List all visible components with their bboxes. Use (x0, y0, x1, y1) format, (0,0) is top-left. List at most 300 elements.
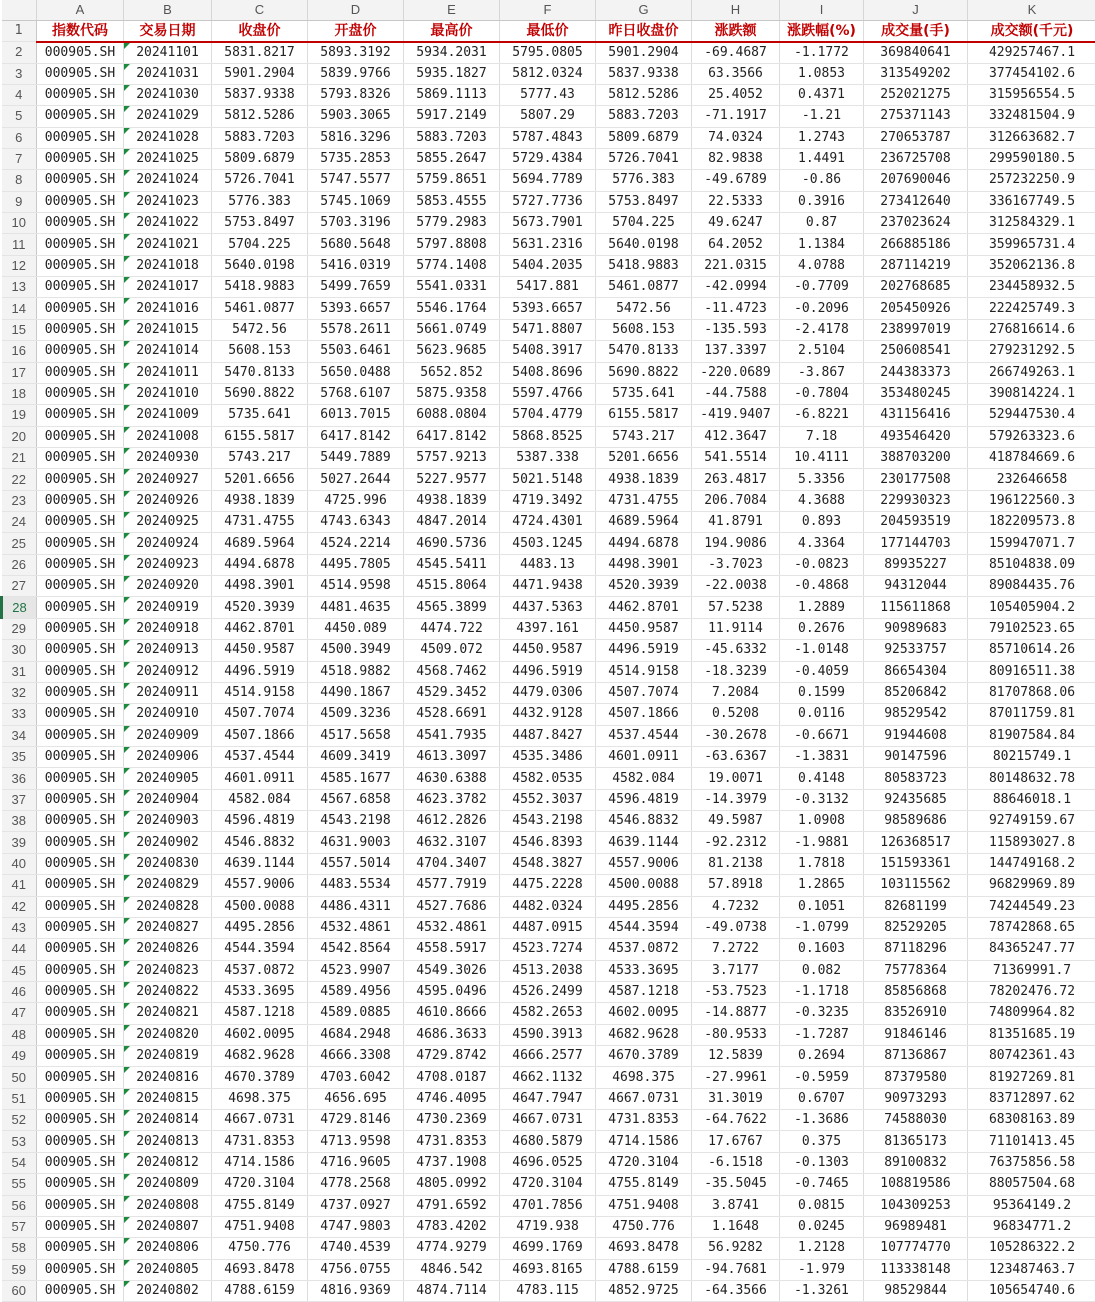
cell-j[interactable]: 273412640 (864, 191, 968, 212)
row-number[interactable]: 34 (2, 725, 37, 746)
cell-i[interactable]: 5.3356 (780, 469, 864, 490)
cell-i[interactable]: -1.1718 (780, 981, 864, 1002)
cell-c[interactable]: 5690.8822 (212, 383, 308, 404)
cell-f[interactable]: 4582.0535 (500, 768, 596, 789)
cell-e[interactable]: 4613.3097 (404, 747, 500, 768)
cell-f[interactable]: 4719.938 (500, 1216, 596, 1237)
cell-h[interactable]: -135.593 (692, 319, 780, 340)
cell-k[interactable]: 88057504.68 (968, 1174, 1095, 1195)
cell-j[interactable]: 98529844 (864, 1280, 968, 1301)
cell-d[interactable]: 5903.3065 (308, 106, 404, 127)
cell-e[interactable]: 4704.3407 (404, 853, 500, 874)
cell-i[interactable]: -1.3261 (780, 1280, 864, 1301)
cell-f[interactable]: 4479.0306 (500, 682, 596, 703)
cell-d[interactable]: 4490.1867 (308, 682, 404, 703)
cell-e[interactable]: 5541.0331 (404, 277, 500, 298)
cell-k[interactable]: 182209573.8 (968, 512, 1095, 533)
cell-a[interactable]: 000905.SH (37, 1174, 124, 1195)
cell-d[interactable]: 4523.9907 (308, 960, 404, 981)
cell-d[interactable]: 4557.5014 (308, 853, 404, 874)
cell-f[interactable]: 5393.6657 (500, 298, 596, 319)
cell-i[interactable]: 1.2128 (780, 1238, 864, 1259)
cell-c[interactable]: 4755.8149 (212, 1195, 308, 1216)
cell-d[interactable]: 5793.8326 (308, 84, 404, 105)
cell-e[interactable]: 4545.5411 (404, 554, 500, 575)
cell-e[interactable]: 6417.8142 (404, 426, 500, 447)
cell-g[interactable]: 5901.2904 (596, 42, 692, 64)
cell-g[interactable]: 4689.5964 (596, 512, 692, 533)
cell-c[interactable]: 5831.8217 (212, 42, 308, 64)
cell-e[interactable]: 5652.852 (404, 362, 500, 383)
cell-f[interactable]: 4397.161 (500, 618, 596, 639)
cell-g[interactable]: 5461.0877 (596, 277, 692, 298)
cell-e[interactable]: 4731.8353 (404, 1131, 500, 1152)
cell-b[interactable]: 20240911 (124, 682, 212, 703)
cell-k[interactable]: 84365247.77 (968, 939, 1095, 960)
cell-k[interactable]: 257232250.9 (968, 170, 1095, 191)
cell-a[interactable]: 000905.SH (37, 255, 124, 276)
cell-i[interactable]: 4.0788 (780, 255, 864, 276)
cell-k[interactable]: 92749159.67 (968, 811, 1095, 832)
cell-b[interactable]: 20240805 (124, 1259, 212, 1280)
cell-d[interactable]: 4585.1677 (308, 768, 404, 789)
cell-h[interactable]: -30.2678 (692, 725, 780, 746)
cell-f[interactable]: 5868.8525 (500, 426, 596, 447)
cell-e[interactable]: 4532.4861 (404, 917, 500, 938)
cell-j[interactable]: 104309253 (864, 1195, 968, 1216)
cell-j[interactable]: 151593361 (864, 853, 968, 874)
cell-i[interactable]: 0.4148 (780, 768, 864, 789)
cell-j[interactable]: 89935227 (864, 554, 968, 575)
cell-e[interactable]: 4874.7114 (404, 1280, 500, 1301)
cell-e[interactable]: 5774.1408 (404, 255, 500, 276)
cell-f[interactable]: 5727.7736 (500, 191, 596, 212)
cell-g[interactable]: 4667.0731 (596, 1088, 692, 1109)
cell-h[interactable]: 22.5333 (692, 191, 780, 212)
cell-b[interactable]: 20240830 (124, 853, 212, 874)
cell-c[interactable]: 5809.6879 (212, 148, 308, 169)
cell-b[interactable]: 20241030 (124, 84, 212, 105)
cell-f[interactable]: 4696.0525 (500, 1152, 596, 1173)
cell-d[interactable]: 4524.2214 (308, 533, 404, 554)
cell-g[interactable]: 5201.6656 (596, 447, 692, 468)
cell-c[interactable]: 4494.6878 (212, 554, 308, 575)
cell-g[interactable]: 4596.4819 (596, 789, 692, 810)
cell-b[interactable]: 20240819 (124, 1046, 212, 1067)
cell-i[interactable]: -0.2096 (780, 298, 864, 319)
cell-a[interactable]: 000905.SH (37, 191, 124, 212)
cell-d[interactable]: 5703.3196 (308, 213, 404, 234)
cell-c[interactable]: 5704.225 (212, 234, 308, 255)
header-cell[interactable]: 涨跌幅(%) (780, 20, 864, 42)
cell-c[interactable]: 4500.0088 (212, 896, 308, 917)
cell-d[interactable]: 5503.6461 (308, 341, 404, 362)
row-number[interactable]: 9 (2, 191, 37, 212)
cell-a[interactable]: 000905.SH (37, 789, 124, 810)
cell-i[interactable]: 0.2676 (780, 618, 864, 639)
cell-e[interactable]: 4565.3899 (404, 597, 500, 618)
cell-c[interactable]: 4495.2856 (212, 917, 308, 938)
cell-a[interactable]: 000905.SH (37, 981, 124, 1002)
cell-b[interactable]: 20241010 (124, 383, 212, 404)
cell-j[interactable]: 87379580 (864, 1067, 968, 1088)
cell-h[interactable]: 19.0071 (692, 768, 780, 789)
cell-j[interactable]: 98529542 (864, 704, 968, 725)
column-header-g[interactable]: G (596, 0, 692, 20)
cell-k[interactable]: 579263323.6 (968, 426, 1095, 447)
cell-a[interactable]: 000905.SH (37, 298, 124, 319)
cell-d[interactable]: 4716.9605 (308, 1152, 404, 1173)
cell-c[interactable]: 4507.7074 (212, 704, 308, 725)
cell-f[interactable]: 5387.338 (500, 447, 596, 468)
cell-b[interactable]: 20241008 (124, 426, 212, 447)
cell-e[interactable]: 5883.7203 (404, 127, 500, 148)
header-cell[interactable]: 最低价 (500, 20, 596, 42)
cell-d[interactable]: 5747.5577 (308, 170, 404, 191)
cell-k[interactable]: 96829969.89 (968, 875, 1095, 896)
cell-g[interactable]: 4938.1839 (596, 469, 692, 490)
cell-c[interactable]: 4507.1866 (212, 725, 308, 746)
cell-e[interactable]: 4527.7686 (404, 896, 500, 917)
cell-i[interactable]: -1.1772 (780, 42, 864, 64)
cell-h[interactable]: 81.2138 (692, 853, 780, 874)
column-header-d[interactable]: D (308, 0, 404, 20)
cell-d[interactable]: 4729.8146 (308, 1110, 404, 1131)
cell-h[interactable]: -18.3239 (692, 661, 780, 682)
cell-g[interactable]: 4788.6159 (596, 1259, 692, 1280)
cell-h[interactable]: -6.1518 (692, 1152, 780, 1173)
cell-h[interactable]: 194.9086 (692, 533, 780, 554)
cell-a[interactable]: 000905.SH (37, 490, 124, 511)
cell-d[interactable]: 5650.0488 (308, 362, 404, 383)
row-number[interactable]: 28 (2, 597, 37, 618)
cell-h[interactable]: -92.2312 (692, 832, 780, 853)
cell-i[interactable]: -1.0148 (780, 640, 864, 661)
cell-g[interactable]: 4750.776 (596, 1216, 692, 1237)
cell-j[interactable]: 83526910 (864, 1003, 968, 1024)
cell-d[interactable]: 5578.2611 (308, 319, 404, 340)
cell-e[interactable]: 5797.8808 (404, 234, 500, 255)
cell-j[interactable]: 90147596 (864, 747, 968, 768)
cell-b[interactable]: 20240919 (124, 597, 212, 618)
cell-a[interactable]: 000905.SH (37, 1280, 124, 1301)
cell-b[interactable]: 20240809 (124, 1174, 212, 1195)
cell-k[interactable]: 79102523.65 (968, 618, 1095, 639)
cell-h[interactable]: 3.8741 (692, 1195, 780, 1216)
cell-f[interactable]: 5787.4843 (500, 127, 596, 148)
cell-j[interactable]: 238997019 (864, 319, 968, 340)
cell-a[interactable]: 000905.SH (37, 362, 124, 383)
cell-c[interactable]: 4639.1144 (212, 853, 308, 874)
cell-c[interactable]: 4544.3594 (212, 939, 308, 960)
cell-d[interactable]: 4509.3236 (308, 704, 404, 725)
cell-j[interactable]: 98589686 (864, 811, 968, 832)
cell-h[interactable]: 0.5208 (692, 704, 780, 725)
cell-g[interactable]: 4496.5919 (596, 640, 692, 661)
row-number[interactable]: 2 (2, 42, 37, 64)
row-number[interactable]: 13 (2, 277, 37, 298)
cell-f[interactable]: 4483.13 (500, 554, 596, 575)
cell-c[interactable]: 4788.6159 (212, 1280, 308, 1301)
cell-a[interactable]: 000905.SH (37, 1046, 124, 1067)
cell-a[interactable]: 000905.SH (37, 704, 124, 725)
cell-b[interactable]: 20240926 (124, 490, 212, 511)
cell-k[interactable]: 71101413.45 (968, 1131, 1095, 1152)
cell-i[interactable]: -1.3831 (780, 747, 864, 768)
row-number[interactable]: 30 (2, 640, 37, 661)
row-number[interactable]: 58 (2, 1238, 37, 1259)
row-number[interactable]: 21 (2, 447, 37, 468)
cell-e[interactable]: 4558.5917 (404, 939, 500, 960)
cell-a[interactable]: 000905.SH (37, 148, 124, 169)
cell-i[interactable]: -1.0799 (780, 917, 864, 938)
cell-g[interactable]: 4639.1144 (596, 832, 692, 853)
cell-c[interactable]: 4496.5919 (212, 661, 308, 682)
cell-f[interactable]: 4667.0731 (500, 1110, 596, 1131)
cell-c[interactable]: 4537.0872 (212, 960, 308, 981)
cell-b[interactable]: 20241025 (124, 148, 212, 169)
cell-i[interactable]: -0.7709 (780, 277, 864, 298)
cell-k[interactable]: 95364149.2 (968, 1195, 1095, 1216)
cell-h[interactable]: 57.5238 (692, 597, 780, 618)
cell-h[interactable]: -220.0689 (692, 362, 780, 383)
cell-d[interactable]: 4483.5534 (308, 875, 404, 896)
row-number[interactable]: 15 (2, 319, 37, 340)
row-number[interactable]: 59 (2, 1259, 37, 1280)
cell-b[interactable]: 20240806 (124, 1238, 212, 1259)
cell-g[interactable]: 4494.6878 (596, 533, 692, 554)
cell-b[interactable]: 20241017 (124, 277, 212, 298)
cell-c[interactable]: 5901.2904 (212, 63, 308, 84)
cell-i[interactable]: 0.375 (780, 1131, 864, 1152)
row-number[interactable]: 33 (2, 704, 37, 725)
header-cell[interactable]: 收盘价 (212, 20, 308, 42)
cell-c[interactable]: 4462.8701 (212, 618, 308, 639)
cell-j[interactable]: 244383373 (864, 362, 968, 383)
row-number[interactable]: 23 (2, 490, 37, 511)
cell-f[interactable]: 4513.2038 (500, 960, 596, 981)
cell-c[interactable]: 4582.084 (212, 789, 308, 810)
cell-k[interactable]: 80148632.78 (968, 768, 1095, 789)
cell-a[interactable]: 000905.SH (37, 405, 124, 426)
cell-e[interactable]: 4541.7935 (404, 725, 500, 746)
cell-d[interactable]: 4656.695 (308, 1088, 404, 1109)
cell-f[interactable]: 4647.7947 (500, 1088, 596, 1109)
cell-j[interactable]: 90989683 (864, 618, 968, 639)
cell-e[interactable]: 5853.4555 (404, 191, 500, 212)
cell-f[interactable]: 4546.8393 (500, 832, 596, 853)
cell-g[interactable]: 4582.084 (596, 768, 692, 789)
cell-g[interactable]: 4495.2856 (596, 896, 692, 917)
cell-i[interactable]: -0.5959 (780, 1067, 864, 1088)
cell-e[interactable]: 4595.0496 (404, 981, 500, 1002)
cell-i[interactable]: -1.979 (780, 1259, 864, 1280)
cell-k[interactable]: 78202476.72 (968, 981, 1095, 1002)
cell-f[interactable]: 5404.2035 (500, 255, 596, 276)
cell-d[interactable]: 5745.1069 (308, 191, 404, 212)
row-number[interactable]: 8 (2, 170, 37, 191)
cell-d[interactable]: 4666.3308 (308, 1046, 404, 1067)
cell-c[interactable]: 4546.8832 (212, 832, 308, 853)
cell-c[interactable]: 5837.9338 (212, 84, 308, 105)
cell-h[interactable]: -42.0994 (692, 277, 780, 298)
cell-j[interactable]: 96989481 (864, 1216, 968, 1237)
cell-i[interactable]: 0.0245 (780, 1216, 864, 1237)
cell-d[interactable]: 5680.5648 (308, 234, 404, 255)
cell-k[interactable]: 76375856.58 (968, 1152, 1095, 1173)
cell-h[interactable]: 41.8791 (692, 512, 780, 533)
cell-e[interactable]: 4729.8742 (404, 1046, 500, 1067)
cell-g[interactable]: 4731.4755 (596, 490, 692, 511)
cell-e[interactable]: 4549.3026 (404, 960, 500, 981)
cell-k[interactable]: 222425749.3 (968, 298, 1095, 319)
cell-k[interactable]: 279231292.5 (968, 341, 1095, 362)
cell-e[interactable]: 4568.7462 (404, 661, 500, 682)
cell-c[interactable]: 4602.0095 (212, 1024, 308, 1045)
cell-k[interactable]: 89084435.76 (968, 576, 1095, 597)
cell-d[interactable]: 4747.9803 (308, 1216, 404, 1237)
cell-b[interactable]: 20240812 (124, 1152, 212, 1173)
cell-a[interactable]: 000905.SH (37, 896, 124, 917)
cell-i[interactable]: 2.5104 (780, 341, 864, 362)
cell-d[interactable]: 4631.9003 (308, 832, 404, 853)
cell-a[interactable]: 000905.SH (37, 725, 124, 746)
cell-k[interactable]: 71369991.7 (968, 960, 1095, 981)
select-all-corner[interactable] (2, 0, 37, 20)
cell-e[interactable]: 4577.7919 (404, 875, 500, 896)
cell-f[interactable]: 4590.3913 (500, 1024, 596, 1045)
row-number[interactable]: 16 (2, 341, 37, 362)
cell-c[interactable]: 5472.56 (212, 319, 308, 340)
header-cell[interactable]: 开盘价 (308, 20, 404, 42)
cell-b[interactable]: 20241011 (124, 362, 212, 383)
cell-a[interactable]: 000905.SH (37, 1238, 124, 1259)
cell-g[interactable]: 5837.9338 (596, 63, 692, 84)
cell-i[interactable]: -1.9881 (780, 832, 864, 853)
cell-h[interactable]: -11.4723 (692, 298, 780, 319)
cell-k[interactable]: 352062136.8 (968, 255, 1095, 276)
cell-h[interactable]: -3.7023 (692, 554, 780, 575)
header-cell[interactable]: 成交量(手) (864, 20, 968, 42)
row-number[interactable]: 44 (2, 939, 37, 960)
cell-i[interactable]: 1.2889 (780, 597, 864, 618)
cell-d[interactable]: 4542.8564 (308, 939, 404, 960)
cell-e[interactable]: 5935.1827 (404, 63, 500, 84)
cell-e[interactable]: 4791.6592 (404, 1195, 500, 1216)
cell-b[interactable]: 20240823 (124, 960, 212, 981)
cell-e[interactable]: 4846.542 (404, 1259, 500, 1280)
cell-a[interactable]: 000905.SH (37, 277, 124, 298)
cell-i[interactable]: 0.1051 (780, 896, 864, 917)
row-number[interactable]: 41 (2, 875, 37, 896)
cell-b[interactable]: 20240807 (124, 1216, 212, 1237)
cell-a[interactable]: 000905.SH (37, 917, 124, 938)
cell-e[interactable]: 5934.2031 (404, 42, 500, 64)
column-header-k[interactable]: K (968, 0, 1095, 20)
cell-h[interactable]: -44.7588 (692, 383, 780, 404)
row-number[interactable]: 32 (2, 682, 37, 703)
cell-e[interactable]: 4474.722 (404, 618, 500, 639)
cell-c[interactable]: 4514.9158 (212, 682, 308, 703)
cell-b[interactable]: 20241029 (124, 106, 212, 127)
cell-j[interactable]: 126368517 (864, 832, 968, 853)
cell-a[interactable]: 000905.SH (37, 170, 124, 191)
cell-i[interactable]: 7.18 (780, 426, 864, 447)
cell-c[interactable]: 4693.8478 (212, 1259, 308, 1280)
row-number[interactable]: 57 (2, 1216, 37, 1237)
cell-k[interactable]: 105405904.2 (968, 597, 1095, 618)
cell-f[interactable]: 4487.8427 (500, 725, 596, 746)
cell-a[interactable]: 000905.SH (37, 661, 124, 682)
cell-i[interactable]: 4.3688 (780, 490, 864, 511)
cell-e[interactable]: 4610.8666 (404, 1003, 500, 1024)
row-number[interactable]: 54 (2, 1152, 37, 1173)
cell-b[interactable]: 20241015 (124, 319, 212, 340)
cell-i[interactable]: 0.082 (780, 960, 864, 981)
cell-f[interactable]: 5408.3917 (500, 341, 596, 362)
cell-f[interactable]: 4487.0915 (500, 917, 596, 938)
cell-k[interactable]: 266749263.1 (968, 362, 1095, 383)
row-number[interactable]: 46 (2, 981, 37, 1002)
cell-f[interactable]: 5694.7789 (500, 170, 596, 191)
cell-j[interactable]: 85856868 (864, 981, 968, 1002)
cell-a[interactable]: 000905.SH (37, 84, 124, 105)
cell-k[interactable]: 312584329.1 (968, 213, 1095, 234)
cell-f[interactable]: 4526.2499 (500, 981, 596, 1002)
cell-f[interactable]: 4701.7856 (500, 1195, 596, 1216)
cell-g[interactable]: 4514.9158 (596, 661, 692, 682)
cell-d[interactable]: 4816.9369 (308, 1280, 404, 1301)
cell-c[interactable]: 4682.9628 (212, 1046, 308, 1067)
cell-e[interactable]: 5869.1113 (404, 84, 500, 105)
cell-i[interactable]: -0.1303 (780, 1152, 864, 1173)
cell-b[interactable]: 20241031 (124, 63, 212, 84)
cell-j[interactable]: 177144703 (864, 533, 968, 554)
cell-e[interactable]: 5546.1764 (404, 298, 500, 319)
cell-a[interactable]: 000905.SH (37, 640, 124, 661)
cell-i[interactable]: -0.7804 (780, 383, 864, 404)
cell-h[interactable]: -22.0038 (692, 576, 780, 597)
cell-b[interactable]: 20240904 (124, 789, 212, 810)
cell-h[interactable]: -64.3566 (692, 1280, 780, 1301)
cell-d[interactable]: 4567.6858 (308, 789, 404, 810)
row-number[interactable]: 19 (2, 405, 37, 426)
cell-b[interactable]: 20241101 (124, 42, 212, 64)
row-number[interactable]: 37 (2, 789, 37, 810)
cell-c[interactable]: 4689.5964 (212, 533, 308, 554)
cell-g[interactable]: 4852.9725 (596, 1280, 692, 1301)
cell-d[interactable]: 4725.996 (308, 490, 404, 511)
cell-a[interactable]: 000905.SH (37, 319, 124, 340)
cell-a[interactable]: 000905.SH (37, 554, 124, 575)
cell-h[interactable]: 12.5839 (692, 1046, 780, 1067)
cell-c[interactable]: 4450.9587 (212, 640, 308, 661)
cell-f[interactable]: 4471.9438 (500, 576, 596, 597)
cell-f[interactable]: 4548.3827 (500, 853, 596, 874)
cell-g[interactable]: 5608.153 (596, 319, 692, 340)
cell-b[interactable]: 20240826 (124, 939, 212, 960)
cell-i[interactable]: 1.2743 (780, 127, 864, 148)
cell-f[interactable]: 4450.9587 (500, 640, 596, 661)
cell-c[interactable]: 5470.8133 (212, 362, 308, 383)
cell-g[interactable]: 4520.3939 (596, 576, 692, 597)
cell-f[interactable]: 4724.4301 (500, 512, 596, 533)
cell-i[interactable]: 1.7818 (780, 853, 864, 874)
cell-k[interactable]: 80215749.1 (968, 747, 1095, 768)
cell-k[interactable]: 390814224.1 (968, 383, 1095, 404)
row-number[interactable]: 51 (2, 1088, 37, 1109)
cell-j[interactable]: 81365173 (864, 1131, 968, 1152)
